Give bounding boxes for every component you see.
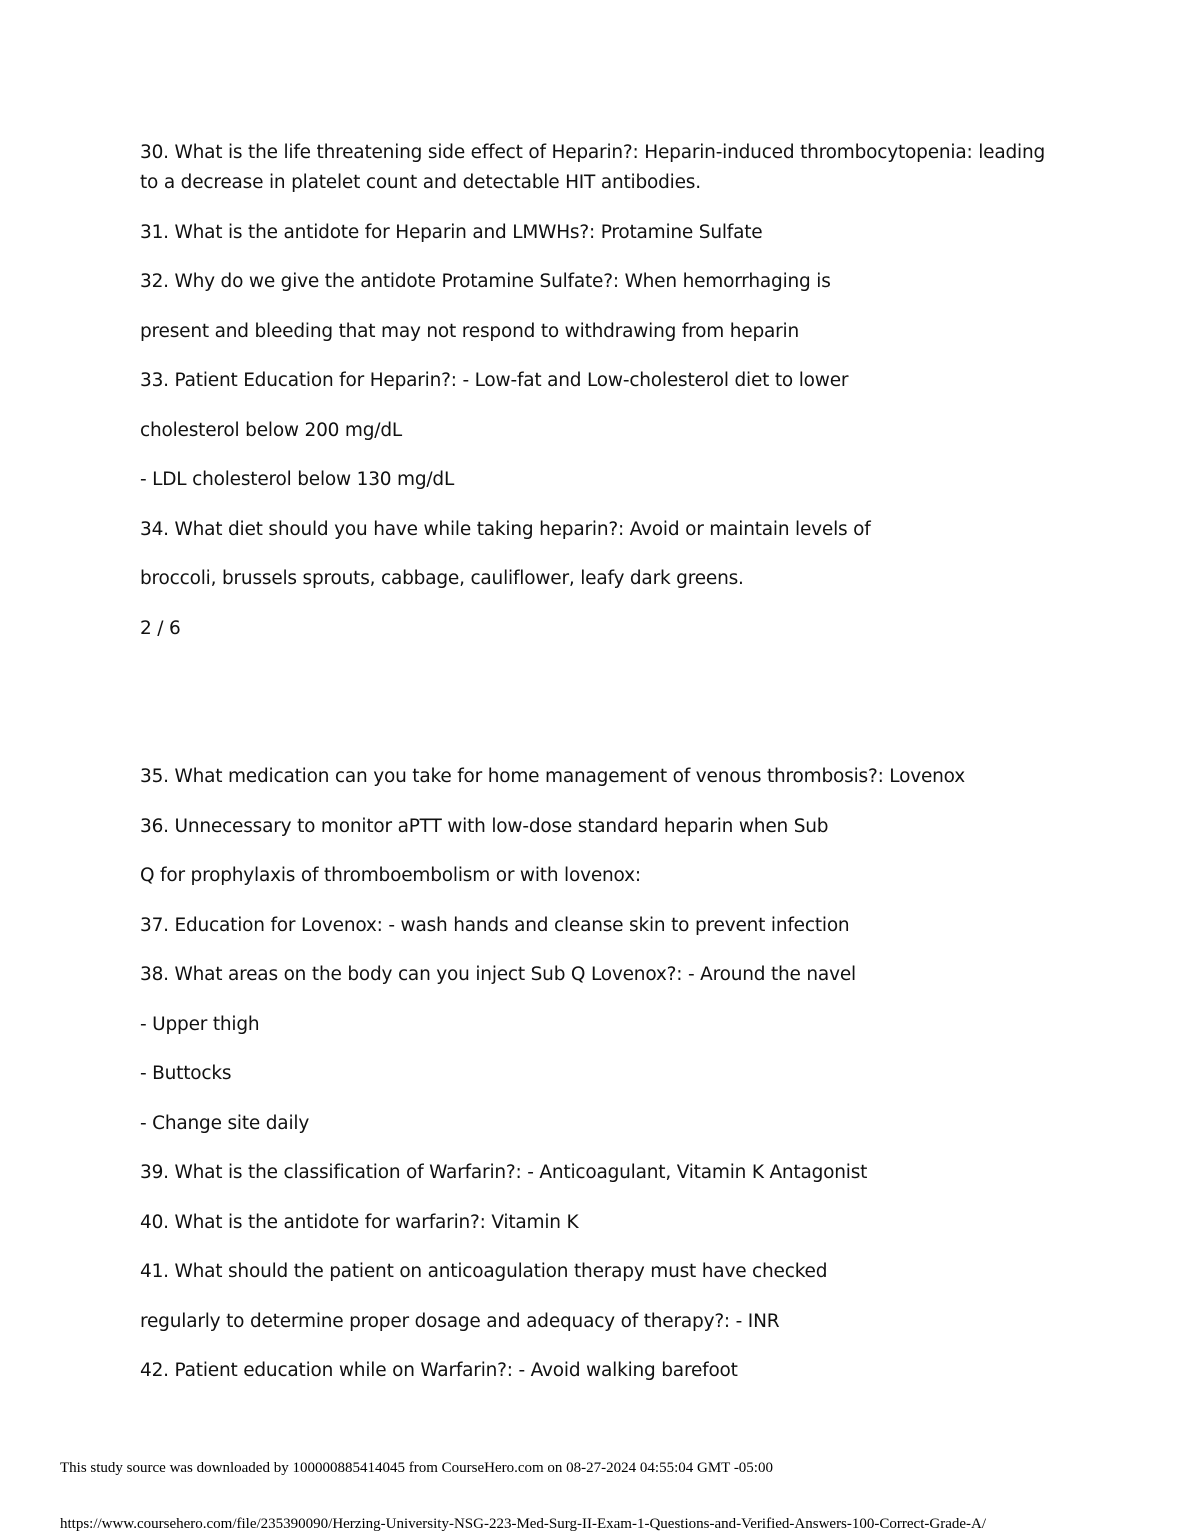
question-37: 37. Education for Lovenox: - wash hands and cleanse skin to prevent infection: [140, 915, 850, 936]
source-url[interactable]: https://www.coursehero.com/file/235390090/Herzing-University-NSG-223-Med-Surg-II-Exam-1-Questions-and-Verified-Answers-100-Correct-Grade-A/: [60, 1516, 987, 1532]
question-33-bullet: - LDL cholesterol below 130 mg/dL: [140, 469, 455, 490]
question-41-continued: regularly to determine proper dosage and adequacy of therapy?: - INR: [140, 1311, 780, 1332]
question-38-bullet-3: - Change site daily: [140, 1113, 310, 1134]
question-41: 41. What should the patient on anticoagulation therapy must have checked: [140, 1261, 828, 1282]
page-number: 2 / 6: [140, 618, 181, 639]
question-42: 42. Patient education while on Warfarin?: - Avoid walking barefoot: [140, 1360, 738, 1381]
question-32: 32. Why do we give the antidote Protamine Sulfate?: When hemorrhaging is: [140, 271, 831, 292]
question-38-bullet-1: - Upper thigh: [140, 1014, 260, 1035]
question-38-bullet-2: - Buttocks: [140, 1063, 232, 1084]
question-34-continued: broccoli, brussels sprouts, cabbage, cauliflower, leafy dark greens.: [140, 568, 744, 589]
question-34: 34. What diet should you have while taking heparin?: Avoid or maintain levels of: [140, 519, 871, 540]
question-30: 30. What is the life threatening side effect of Heparin?: Heparin-induced thrombocytopenia: leading to a decrease in platelet count and detectable HIT antibodies.: [140, 142, 1046, 193]
question-36-continued: Q for prophylaxis of thromboembolism or with lovenox:: [140, 865, 641, 886]
download-notice: This study source was downloaded by 100000885414045 from CourseHero.com on 08-27-2024 04:55:04 GMT -05:00: [60, 1460, 773, 1476]
question-39: 39. What is the classification of Warfarin?: - Anticoagulant, Vitamin K Antagonist: [140, 1162, 868, 1183]
question-33-continued: cholesterol below 200 mg/dL: [140, 420, 402, 441]
question-35: 35. What medication can you take for home management of venous thrombosis?: Lovenox: [140, 766, 965, 787]
question-33: 33. Patient Education for Heparin?: - Low-fat and Low-cholesterol diet to lower: [140, 370, 849, 391]
question-38: 38. What areas on the body can you inject Sub Q Lovenox?: - Around the navel: [140, 964, 856, 985]
question-31: 31. What is the antidote for Heparin and LMWHs?: Protamine Sulfate: [140, 222, 763, 243]
question-36: 36. Unnecessary to monitor aPTT with low-dose standard heparin when Sub: [140, 816, 829, 837]
question-40: 40. What is the antidote for warfarin?: Vitamin K: [140, 1212, 579, 1233]
question-32-continued: present and bleeding that may not respond to withdrawing from heparin: [140, 321, 800, 342]
